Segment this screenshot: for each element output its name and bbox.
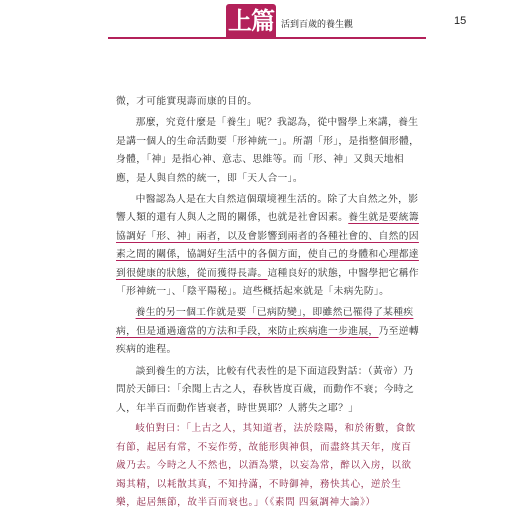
paragraph-what-is-yangsheng [116,114,420,188]
paragraph-text: 這種良好的狀態，中醫學把它稱作「形神統一」、「陰平陽秘」。這些概括起來就是「未病先防」。 [116,267,419,298]
paragraph-text: 中醫認為人是在大自然這個環境裡生活的。除了大自然之外，影響人類的還有人與人之間的關係，也就是社會因素。 [116,194,419,224]
paragraph-text: 乃至逆轉疾病的進程。 [116,325,419,356]
page-number: 15 [454,15,467,27]
chapter-label: 上篇 [228,6,274,35]
underlined-text: 養生的另一個工作就是要「已病防變」，即雖然已罹得了某種疾病，但是通過適當的方法和手段，來防止疾病進一步進展， [116,307,414,337]
classical-quote [116,420,420,513]
paragraph-text: 談到養生的方法，比較有代表性的是下面這段對話：（黃帝）乃問於天師曰：「余聞上古之人，春秋皆度百歲，而動作不衰；今時之人，年半百而動作皆衰者，時世異耶？人將失之耶？」 [116,365,415,414]
paragraph-dialogue-intro [116,363,420,418]
header-rule [108,37,426,39]
underlined-text: 養生就是要統籌協調好「形、神」兩者，以及會影響到兩者的各種社會的、自然的因素之間的關係，協調好生活中的各個方面，使自己的身體和心理都達到很健康的狀態，從而獲得長壽。 [116,212,419,279]
quote-text: 岐伯對曰：「上古之人，其知道者，法於陰陽，和於術數，食飲有節，起居有常，不妄作勞，故能形與神俱，而盡終其天年，度百歲乃去。今時之人不然也，以酒為漿，以妄為常，醉以入房，以欲竭其精，以耗散其真，不知持滿，不時御神，務快其心，逆於生樂，起居無節，故半百而衰也。」（《素問 四氣調神大論》） [116,422,416,509]
body-text [116,93,420,513]
paragraph-tcm-view [116,191,420,301]
page-header [0,0,520,37]
running-title: 活到百歲的養生觀 [281,20,354,30]
paragraph-continuation: 微，才可能實現壽而康的目的。 [116,96,258,107]
paragraph-prevent-progression [116,304,420,359]
paragraph-text: 那麼，究竟什麼是「養生」呢？我認為，從中醫學上來講，養生是講一個人的生命活動要「形神統一」。所謂「形」，是指整個形體，身體，「神」是指心神、意志、思維等。而「形、神」又與天地相應，是人與自然的統一，即「天人合一」。 [116,117,420,184]
